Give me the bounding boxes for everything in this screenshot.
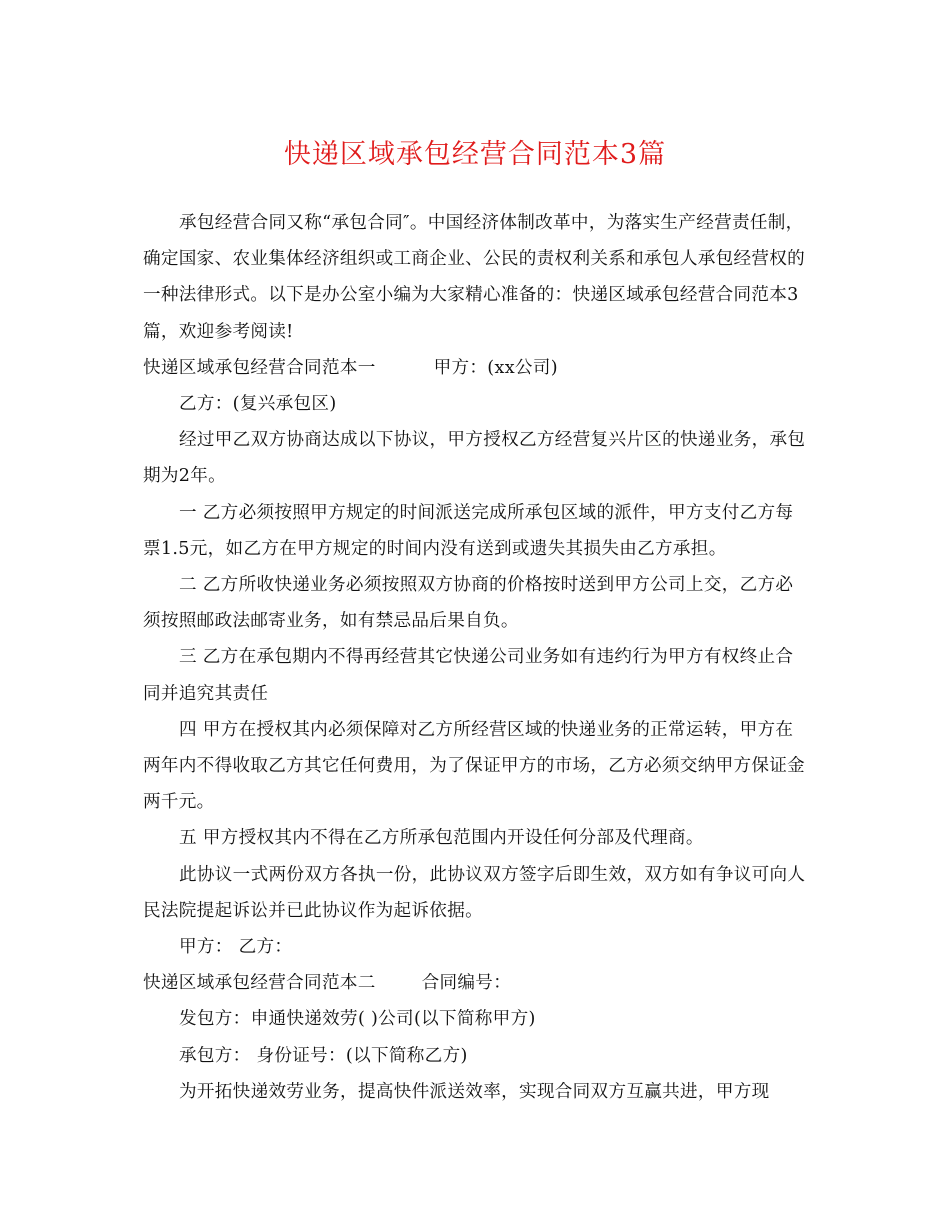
section1-clause-3: 三 乙方在承包期内不得再经营其它快递公司业务如有违约行为甲方有权终止合同并追究其责任 bbox=[143, 647, 794, 704]
section2-heading: 快递区域承包经营合同范本二 bbox=[143, 973, 376, 994]
section2-contract-no: 合同编号： bbox=[421, 973, 512, 994]
section1-party-a: 甲方：(xx公司) bbox=[433, 357, 558, 378]
section1-agreement: 经过甲乙双方协商达成以下协议，甲方授权乙方经营复兴片区的快递业务，承包期为2年。 bbox=[143, 430, 806, 487]
section2-contractor: 承包方： 身份证号：(以下简称乙方) bbox=[179, 1045, 468, 1066]
section1-heading: 快递区域承包经营合同范本一 bbox=[143, 357, 376, 378]
section1-closing: 此协议一式两份双方各执一份，此协议双方签字后即生效，双方如有争议可向人民法院提起诉讼并已此协议作为起诉依据。 bbox=[143, 864, 806, 921]
section1-clause-2: 二 乙方所收快递业务必须按照双方协商的价格按时送到甲方公司上交，乙方必须按照邮政法邮寄业务，如有禁忌品后果自负。 bbox=[143, 575, 794, 632]
section1-clause-4: 四 甲方在授权其内必须保障对乙方所经营区域的快递业务的正常运转，甲方在两年内不得收取乙方其它任何费用，为了保证甲方的市场，乙方必须交纳甲方保证金两千元。 bbox=[143, 719, 806, 813]
section1-clause-1: 一 乙方必须按照甲方规定的时间派送完成所承包区域的派件，甲方支付乙方每票1.5元，如乙方在甲方规定的时间内没有送到或遗失其损失由乙方承担。 bbox=[143, 502, 794, 559]
section2-issuer: 发包方：申通快递效劳( )公司(以下简称甲方) bbox=[179, 1009, 536, 1030]
section1-clause-5: 五 甲方授权其内不得在乙方所承包范围内开设任何分部及代理商。 bbox=[179, 828, 704, 849]
section2-purpose: 为开拓快递效劳业务，提高快件派送效率，实现合同双方互赢共进，甲方现 bbox=[179, 1081, 770, 1102]
section2-heading-line bbox=[143, 965, 807, 1001]
section1-signatures: 甲方： 乙方： bbox=[179, 937, 293, 958]
intro-paragraph: 承包经营合同又称“承包合同″。中国经济体制改革中，为落实生产经营责任制，确定国家、农业集体经济组织或工商企业、公民的责权利关系和承包人承包经营权的一种法律形式。以下是办公室小编为大家精心准备的：快递区域承包经营合同范本3篇，欢迎参考阅读! bbox=[143, 213, 806, 342]
section1-party-b: 乙方：(复兴承包区) bbox=[179, 394, 337, 415]
document-body bbox=[143, 205, 807, 1110]
document-title: 快递区域承包经营合同范本3篇 bbox=[283, 139, 667, 170]
section1-heading-line bbox=[143, 350, 807, 386]
